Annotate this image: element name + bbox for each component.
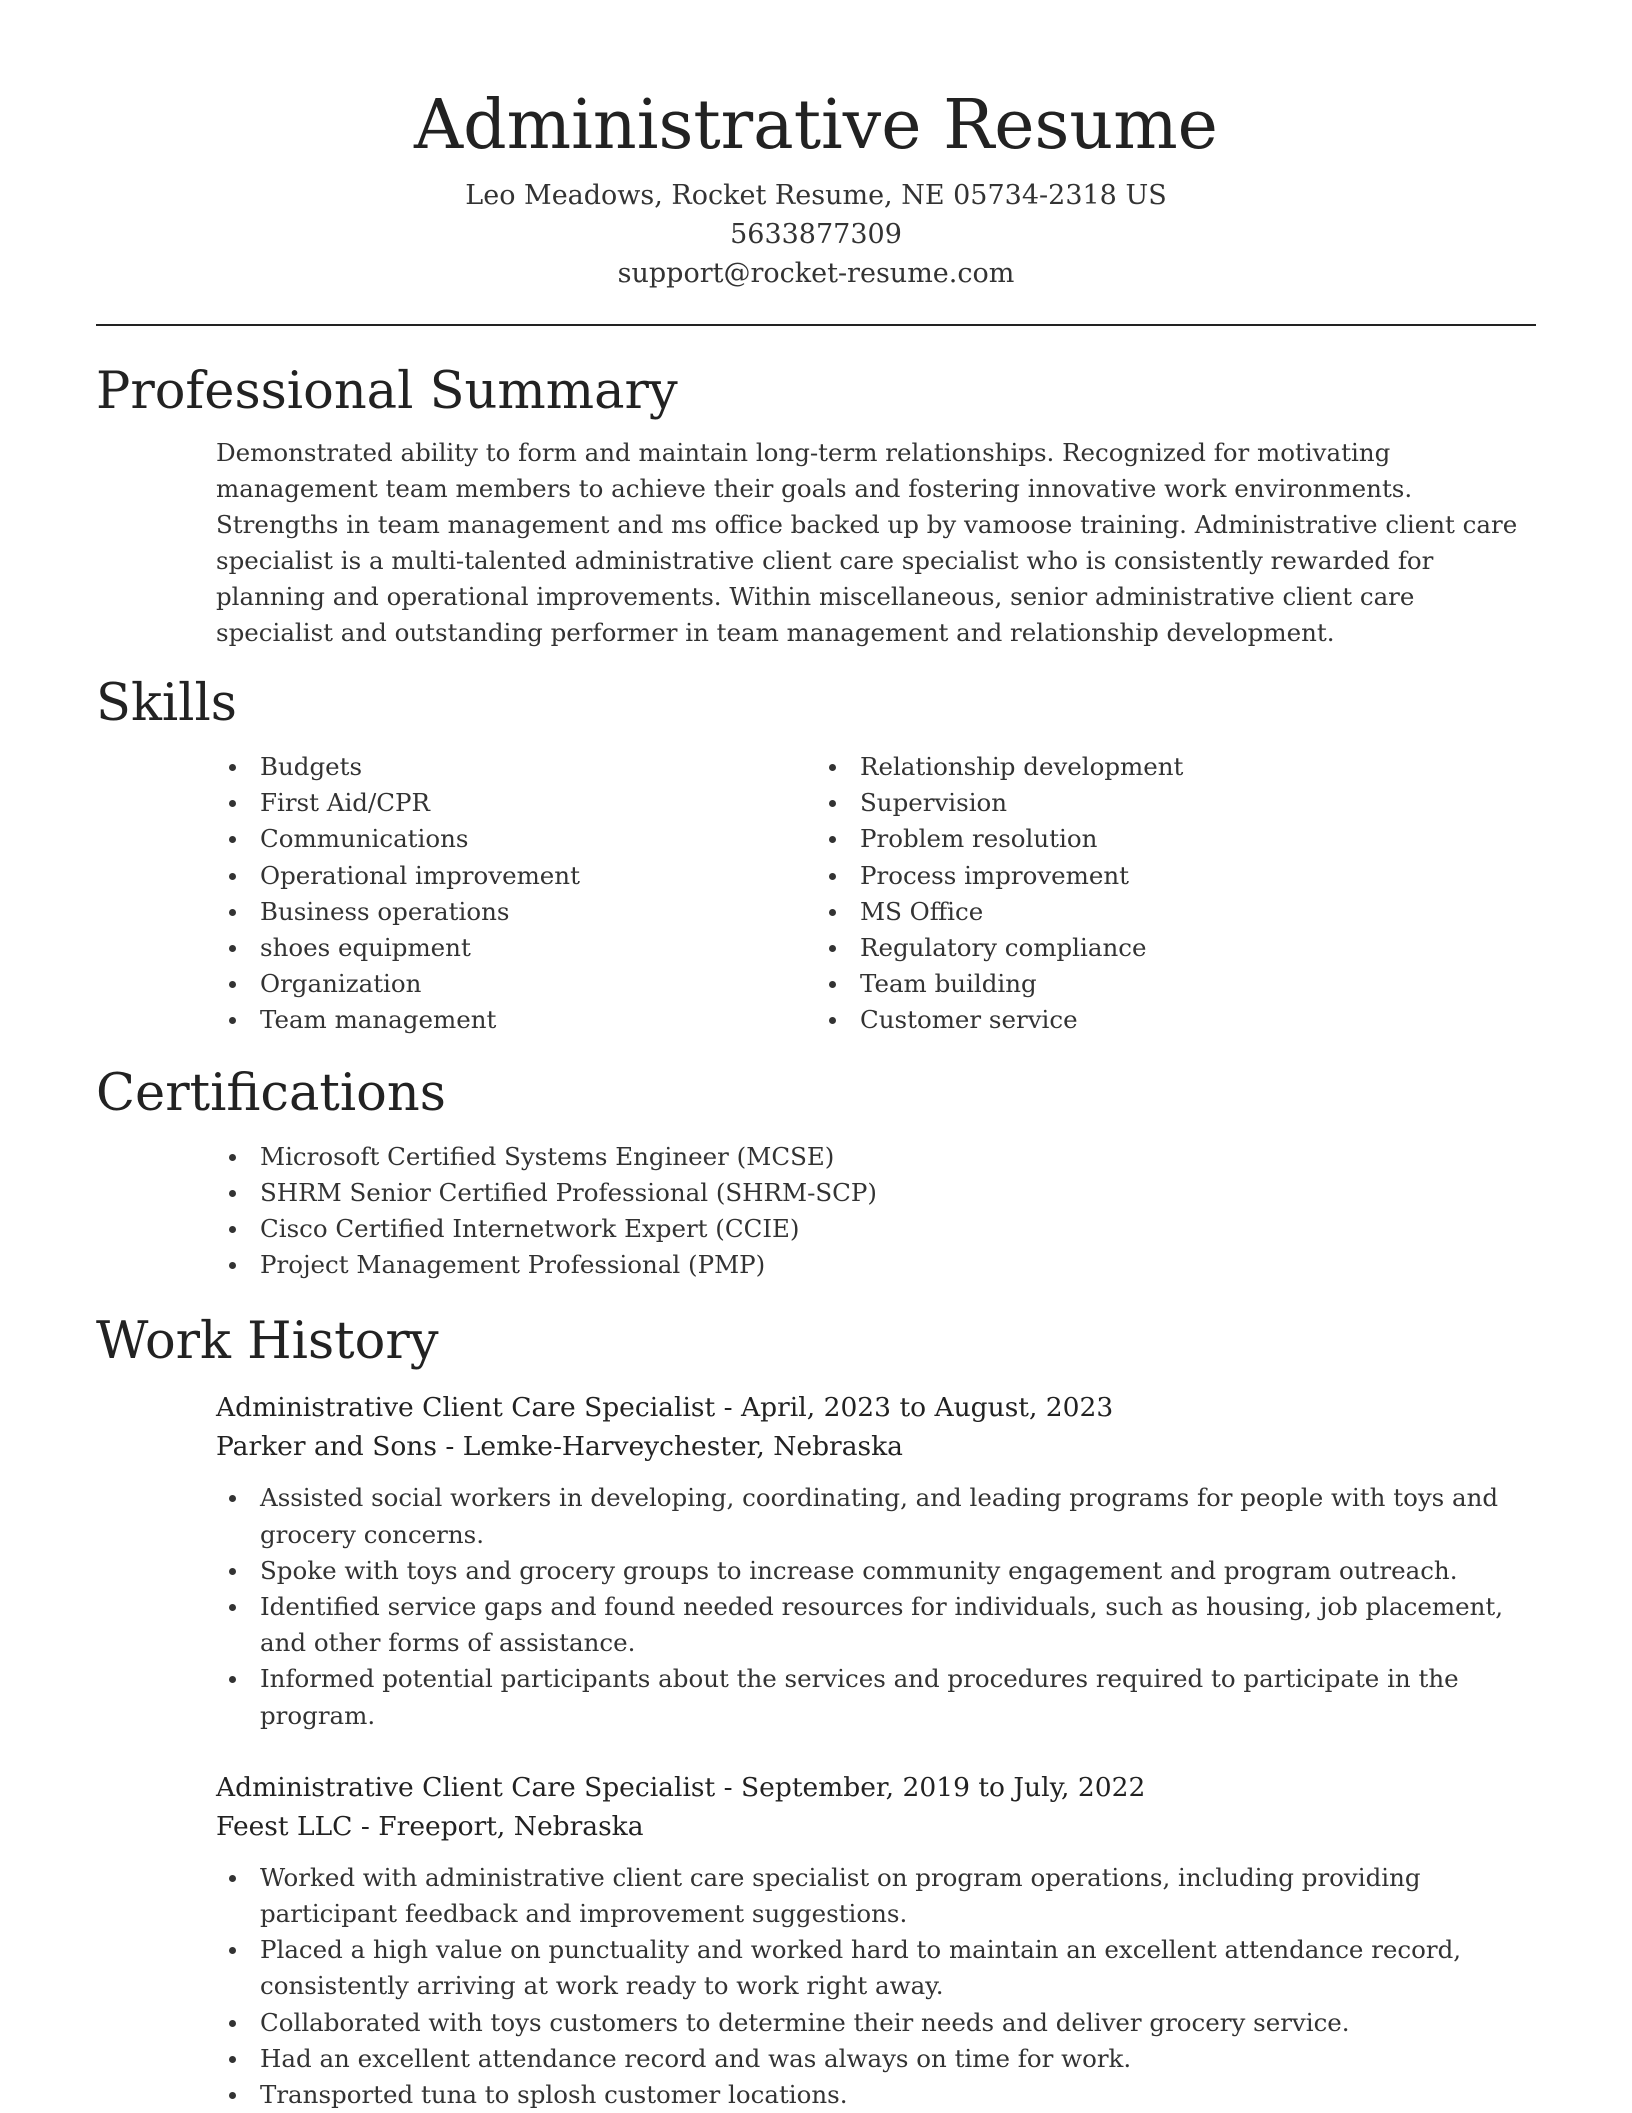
resume-page xyxy=(96,0,1536,2113)
job-separator: - xyxy=(445,1431,463,1463)
certification-item: SHRM Senior Certified Professional (SHRM-SCP) xyxy=(260,1175,1536,1211)
job-title: Administrative Client Care Specialist xyxy=(216,1771,716,1803)
work-history-heading: Work History xyxy=(96,1312,439,1372)
skill-item: shoes equipment xyxy=(260,930,746,966)
contact-address: Leo Meadows, Rocket Resume, NE 05734-2318 US xyxy=(465,180,1167,211)
skill-item: Relationship development xyxy=(860,749,1396,785)
skill-item: Budgets xyxy=(260,749,746,785)
skill-item: Business operations xyxy=(260,894,746,930)
contact-phone: 5633877309 xyxy=(730,219,902,250)
job-bullet: Identified service gaps and found needed resources for individuals, such as housing, job placement, and other forms of assistance. xyxy=(260,1589,1536,1661)
skill-item: Supervision xyxy=(860,785,1396,821)
skill-item: Regulatory compliance xyxy=(860,930,1396,966)
skill-item: Communications xyxy=(260,821,746,857)
job-bullet-list xyxy=(216,1480,1536,1733)
job-bullet: Spoke with toys and grocery groups to increase community engagement and program outreach. xyxy=(260,1553,1536,1589)
certifications-list xyxy=(96,1139,1536,1284)
skill-item: Process improvement xyxy=(860,858,1396,894)
skills-list-right xyxy=(746,749,1396,1039)
job-entry xyxy=(216,1388,1536,1733)
job-bullet: Had an excellent attendance record and was always on time for work. xyxy=(260,2041,1536,2077)
skill-item: Operational improvement xyxy=(260,858,746,894)
contact-email: support@rocket-resume.com xyxy=(617,258,1015,289)
job-bullet: Assisted social workers in developing, coordinating, and leading programs for people with toys and grocery concerns. xyxy=(260,1480,1536,1552)
job-separator: - xyxy=(723,1392,742,1424)
skill-item: Team management xyxy=(260,1002,746,1038)
certifications-section xyxy=(96,1063,1536,1284)
job-company-line xyxy=(216,1807,1536,1846)
job-company: Feest LLC xyxy=(216,1810,353,1842)
job-bullet: Placed a high value on punctuality and worked hard to maintain an excellent attendance record, consistently arriving at work ready to work right away. xyxy=(260,1932,1536,2004)
job-location: Lemke-Harveychester, Nebraska xyxy=(462,1431,903,1463)
skill-item: First Aid/CPR xyxy=(260,785,746,821)
job-bullet: Transported tuna to splosh customer locations. xyxy=(260,2077,1536,2113)
certification-item: Cisco Certified Internetwork Expert (CCIE) xyxy=(260,1211,1536,1247)
job-location: Freeport, Nebraska xyxy=(378,1810,644,1842)
summary-heading: Professional Summary xyxy=(96,362,678,421)
skills-heading: Skills xyxy=(96,674,237,733)
skills-column-right xyxy=(746,749,1396,1039)
resume-title: Administrative Resume xyxy=(414,86,1218,165)
job-entry xyxy=(216,1768,1536,2113)
job-company: Parker and Sons xyxy=(216,1431,437,1463)
certification-item: Microsoft Certified Systems Engineer (MCSE) xyxy=(260,1139,1536,1175)
certification-item: Project Management Professional (PMP) xyxy=(260,1247,1536,1283)
summary-text: Demonstrated ability to form and maintain long-term relationships. Recognized for motivating management team members to achieve their goals and fostering innovative work environments. Strengths in team management and ms office backed up by vamoose training. Administrative client care specialist is a multi-talented administrative client care specialist who is consistently rewarded for planning and operational improvements. Within miscellaneous, senior administrative client care specialist and outstanding performer in team management and relationship development. xyxy=(216,438,1518,647)
job-bullet: Informed potential participants about the services and procedures required to participate in the program. xyxy=(260,1661,1536,1733)
job-title-line xyxy=(216,1768,1536,1807)
header-divider xyxy=(96,324,1536,326)
skill-item: Team building xyxy=(860,966,1396,1002)
job-separator: - xyxy=(360,1810,379,1842)
skill-item: Problem resolution xyxy=(860,821,1396,857)
job-bullet: Worked with administrative client care specialist on program operations, including providing participant feedback and improvement suggestions. xyxy=(260,1860,1536,1932)
job-bullet: Collaborated with toys customers to determine their needs and deliver grocery service. xyxy=(260,2005,1536,2041)
skills-grid xyxy=(96,749,1536,1039)
professional-summary-section xyxy=(96,361,1536,651)
skills-list-left xyxy=(96,749,746,1039)
certifications-heading: Certifications xyxy=(96,1063,446,1123)
skill-item: Organization xyxy=(260,966,746,1002)
job-separator: - xyxy=(723,1771,742,1803)
job-title: Administrative Client Care Specialist xyxy=(216,1392,716,1424)
skill-item: MS Office xyxy=(860,894,1396,930)
work-history-section xyxy=(96,1311,1536,2113)
job-title-line xyxy=(216,1388,1536,1427)
contact-block xyxy=(96,176,1536,293)
skills-column-left xyxy=(96,749,746,1039)
job-company-line xyxy=(216,1427,1536,1466)
job-dates: September, 2019 to July, 2022 xyxy=(741,1771,1146,1803)
job-dates: April, 2023 to August, 2023 xyxy=(741,1392,1114,1424)
job-bullet-list xyxy=(216,1860,1536,2113)
skill-item: Customer service xyxy=(860,1002,1396,1038)
skills-section xyxy=(96,673,1536,1039)
